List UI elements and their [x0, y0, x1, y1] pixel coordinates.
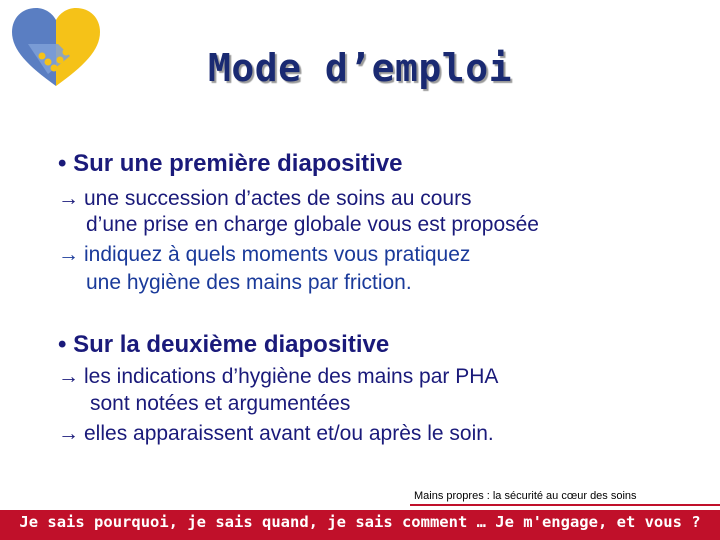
arrow-right-icon: → — [58, 365, 79, 388]
section2-heading: • Sur la deuxième diapositive — [58, 331, 390, 358]
section1-line-3: → indiquez à quels moments vous pratiquez — [58, 243, 471, 266]
footer-label: Mains propres : la sécurité au cœur des soins — [414, 490, 637, 502]
section2-line-1: → les indications d’hygiène des mains par PHA — [58, 365, 499, 388]
page-title: Mode d’emploi — [208, 46, 512, 90]
section1-heading: • Sur une première diapositive — [58, 150, 403, 177]
footer-divider — [410, 504, 720, 506]
section2-line-3: → elles apparaissent avant et/ou après le soin. — [58, 422, 494, 445]
arrow-right-icon: → — [58, 243, 79, 266]
section2-line-2: sont notées et argumentées — [90, 392, 351, 415]
bottom-tagline: Je sais pourquoi, je sais quand, je sais comment … Je m'engage, et vous ? — [19, 513, 701, 531]
section1-line-2: d’une prise en charge globale vous est proposée — [86, 213, 539, 236]
section1-line-4: une hygiène des mains par friction. — [86, 271, 412, 294]
arrow-right-icon: → — [58, 187, 79, 210]
arrow-right-icon: → — [58, 422, 79, 445]
section1-line-1: → une succession d’actes de soins au cours — [58, 187, 472, 210]
